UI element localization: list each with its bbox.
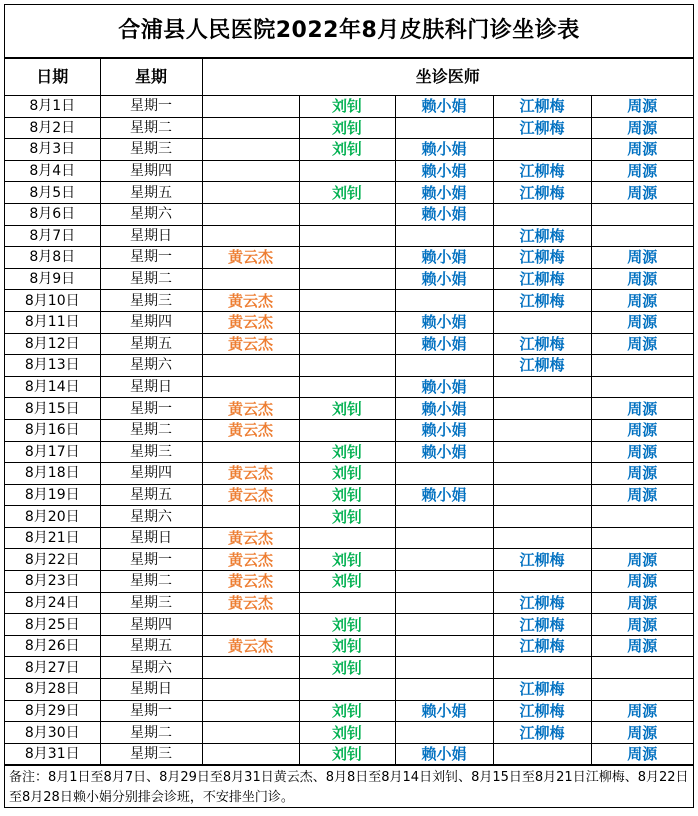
doctor-cell: 江柳梅 [493,549,591,571]
doctor-cell [202,614,299,636]
doctor-cell: 赖小娟 [395,247,493,269]
doctor-cell [299,203,395,225]
date-cell: 8月26日 [5,635,100,657]
table-row [5,160,693,182]
date-cell: 8月21日 [5,527,100,549]
weekday-cell: 星期一 [100,549,202,571]
table-row [5,182,693,204]
doctor-cell: 赖小娟 [395,139,493,161]
weekday-cell: 星期日 [100,376,202,398]
doctor-cell [493,419,591,441]
doctor-cell: 刘钊 [299,614,395,636]
doctor-cell: 黄云杰 [202,333,299,355]
doctor-cell: 周源 [591,614,693,636]
doctor-cell: 江柳梅 [493,722,591,744]
doctor-cell [395,290,493,312]
doctor-cell: 刘钊 [299,506,395,528]
table-row [5,700,693,722]
doctor-cell [202,355,299,377]
date-cell: 8月7日 [5,225,100,247]
doctor-cell: 黄云杰 [202,484,299,506]
date-cell: 8月25日 [5,614,100,636]
date-cell: 8月11日 [5,311,100,333]
table-row [5,419,693,441]
doctor-cell: 刘钊 [299,571,395,593]
doctor-cell: 周源 [591,419,693,441]
table-row [5,355,693,377]
table-row [5,506,693,528]
weekday-cell: 星期日 [100,527,202,549]
date-cell: 8月22日 [5,549,100,571]
doctor-cell: 周源 [591,722,693,744]
doctor-cell: 周源 [591,96,693,118]
table-row [5,290,693,312]
doctor-cell: 周源 [591,635,693,657]
weekday-cell: 星期四 [100,614,202,636]
doctor-cell: 黄云杰 [202,398,299,420]
doctor-cell [493,527,591,549]
doctor-cell [493,506,591,528]
weekday-cell: 星期二 [100,571,202,593]
doctor-cell [395,679,493,701]
doctor-cell [493,139,591,161]
weekday-cell: 星期二 [100,268,202,290]
table-row [5,463,693,485]
doctor-cell: 黄云杰 [202,290,299,312]
doctor-cell [202,268,299,290]
doctor-cell [395,506,493,528]
doctor-cell: 黄云杰 [202,571,299,593]
date-cell: 8月14日 [5,376,100,398]
doctor-cell: 周源 [591,463,693,485]
doctor-cell: 江柳梅 [493,247,591,269]
weekday-cell: 星期六 [100,203,202,225]
doctor-cell: 赖小娟 [395,333,493,355]
doctor-cell: 周源 [591,571,693,593]
doctor-cell [395,722,493,744]
table-row [5,571,693,593]
doctor-cell [299,268,395,290]
doctor-cell [202,117,299,139]
doctor-cell [202,722,299,744]
weekday-cell: 星期三 [100,290,202,312]
weekday-cell: 星期六 [100,657,202,679]
table-row [5,139,693,161]
doctor-cell [493,657,591,679]
table-row [5,743,693,765]
doctor-cell: 赖小娟 [395,182,493,204]
doctor-cell [395,527,493,549]
doctor-cell [591,225,693,247]
doctor-cell: 刘钊 [299,96,395,118]
doctor-cell: 刘钊 [299,139,395,161]
doctor-cell [299,160,395,182]
schedule-rows [5,96,693,765]
doctor-cell: 刘钊 [299,657,395,679]
doctor-cell [202,657,299,679]
doctor-cell: 周源 [591,182,693,204]
date-cell: 8月31日 [5,743,100,765]
doctor-cell [299,376,395,398]
weekday-cell: 星期五 [100,182,202,204]
header-weekday: 星期 [100,59,202,96]
doctor-cell: 刘钊 [299,549,395,571]
date-cell: 8月30日 [5,722,100,744]
date-cell: 8月1日 [5,96,100,118]
doctor-cell: 江柳梅 [493,635,591,657]
doctor-cell [493,203,591,225]
date-cell: 8月29日 [5,700,100,722]
doctor-cell: 赖小娟 [395,96,493,118]
date-cell: 8月18日 [5,463,100,485]
doctor-cell [395,355,493,377]
doctor-cell: 赖小娟 [395,743,493,765]
weekday-cell: 星期一 [100,700,202,722]
table-row [5,225,693,247]
doctor-cell: 江柳梅 [493,225,591,247]
doctor-cell [395,614,493,636]
table-row [5,679,693,701]
weekday-cell: 星期四 [100,311,202,333]
doctor-cell: 江柳梅 [493,333,591,355]
date-cell: 8月10日 [5,290,100,312]
doctor-cell: 刘钊 [299,484,395,506]
date-cell: 8月12日 [5,333,100,355]
doctor-cell [591,657,693,679]
date-cell: 8月28日 [5,679,100,701]
doctor-cell [202,376,299,398]
doctor-cell: 周源 [591,268,693,290]
table-row [5,484,693,506]
doctor-cell: 周源 [591,441,693,463]
doctor-cell: 江柳梅 [493,96,591,118]
doctor-cell [591,506,693,528]
date-cell: 8月17日 [5,441,100,463]
doctor-cell [299,355,395,377]
table-row [5,376,693,398]
doctor-cell: 赖小娟 [395,484,493,506]
table-row [5,614,693,636]
weekday-cell: 星期六 [100,355,202,377]
doctor-cell: 周源 [591,700,693,722]
weekday-cell: 星期五 [100,635,202,657]
weekday-cell: 星期一 [100,247,202,269]
weekday-cell: 星期三 [100,139,202,161]
doctor-cell: 刘钊 [299,722,395,744]
weekday-cell: 星期四 [100,463,202,485]
doctor-cell [299,247,395,269]
table-row [5,203,693,225]
date-cell: 8月2日 [5,117,100,139]
doctor-cell: 赖小娟 [395,441,493,463]
doctor-cell: 黄云杰 [202,311,299,333]
weekday-cell: 星期一 [100,398,202,420]
doctor-cell: 周源 [591,247,693,269]
doctor-cell [202,743,299,765]
header-date: 日期 [5,59,100,96]
doctor-cell: 周源 [591,290,693,312]
page-title: 合浦县人民医院2022年8月皮肤科门诊坐诊表 [5,5,693,58]
date-cell: 8月19日 [5,484,100,506]
table-row [5,722,693,744]
weekday-cell: 星期二 [100,419,202,441]
weekday-cell: 星期一 [100,96,202,118]
table-row [5,333,693,355]
table-row [5,549,693,571]
doctor-cell [591,527,693,549]
date-cell: 8月24日 [5,592,100,614]
date-cell: 8月13日 [5,355,100,377]
date-cell: 8月9日 [5,268,100,290]
date-cell: 8月4日 [5,160,100,182]
doctor-cell [299,592,395,614]
doctor-cell: 周源 [591,139,693,161]
doctor-cell: 江柳梅 [493,614,591,636]
weekday-cell: 星期三 [100,441,202,463]
doctor-cell [493,398,591,420]
table-row [5,247,693,269]
date-cell: 8月6日 [5,203,100,225]
doctor-cell: 刘钊 [299,182,395,204]
footnote: 备注：8月1日至8月7日、8月29日至8月31日黄云杰、8月8日至8月14日刘钊、8月15日至8月21日江柳梅、8月22日至8月28日赖小娟分别排会诊班，不安排坐门诊。 [5,765,693,807]
doctor-cell: 江柳梅 [493,268,591,290]
date-cell: 8月16日 [5,419,100,441]
schedule-table [5,58,693,765]
doctor-cell: 赖小娟 [395,398,493,420]
doctor-cell: 江柳梅 [493,592,591,614]
weekday-cell: 星期三 [100,592,202,614]
weekday-cell: 星期六 [100,506,202,528]
doctor-cell [202,225,299,247]
doctor-cell [395,225,493,247]
doctor-cell [299,333,395,355]
date-cell: 8月23日 [5,571,100,593]
doctor-cell [493,376,591,398]
weekday-cell: 星期四 [100,160,202,182]
date-cell: 8月5日 [5,182,100,204]
doctor-cell: 刘钊 [299,398,395,420]
doctor-cell: 黄云杰 [202,635,299,657]
doctor-cell [395,571,493,593]
header-row [5,59,693,96]
table-row [5,268,693,290]
table-row [5,527,693,549]
doctor-cell: 周源 [591,311,693,333]
doctor-cell [493,441,591,463]
doctor-cell [395,635,493,657]
doctor-cell [299,679,395,701]
date-cell: 8月15日 [5,398,100,420]
doctor-cell: 江柳梅 [493,117,591,139]
doctor-cell: 江柳梅 [493,290,591,312]
doctor-cell: 黄云杰 [202,527,299,549]
table-row [5,117,693,139]
weekday-cell: 星期三 [100,743,202,765]
doctor-cell: 江柳梅 [493,182,591,204]
doctor-cell [202,160,299,182]
doctor-cell: 赖小娟 [395,311,493,333]
doctor-cell: 赖小娟 [395,268,493,290]
doctor-cell [299,419,395,441]
doctor-cell: 刘钊 [299,635,395,657]
doctor-cell [591,355,693,377]
doctor-cell [493,484,591,506]
doctor-cell [299,290,395,312]
doctor-cell [591,376,693,398]
doctor-cell: 赖小娟 [395,376,493,398]
doctor-cell [202,506,299,528]
doctor-cell: 周源 [591,117,693,139]
doctor-cell: 江柳梅 [493,160,591,182]
weekday-cell: 星期二 [100,722,202,744]
doctor-cell [395,592,493,614]
doctor-cell: 刘钊 [299,743,395,765]
doctor-cell: 刘钊 [299,463,395,485]
doctor-cell: 赖小娟 [395,203,493,225]
doctor-cell: 周源 [591,398,693,420]
doctor-cell: 刘钊 [299,117,395,139]
doctor-cell [591,203,693,225]
doctor-cell [493,743,591,765]
doctor-cell [299,311,395,333]
doctor-cell [202,441,299,463]
header-doctors: 坐诊医师 [202,59,693,96]
doctor-cell: 黄云杰 [202,549,299,571]
doctor-cell [202,96,299,118]
table-row [5,592,693,614]
doctor-cell: 黄云杰 [202,419,299,441]
doctor-cell: 江柳梅 [493,355,591,377]
weekday-cell: 星期五 [100,484,202,506]
doctor-cell [299,527,395,549]
table-row [5,398,693,420]
table-row [5,657,693,679]
date-cell: 8月8日 [5,247,100,269]
doctor-cell: 江柳梅 [493,700,591,722]
doctor-cell: 黄云杰 [202,247,299,269]
doctor-cell [299,225,395,247]
doctor-cell: 刘钊 [299,700,395,722]
doctor-cell [493,571,591,593]
date-cell: 8月20日 [5,506,100,528]
doctor-cell [202,679,299,701]
doctor-cell [395,117,493,139]
doctor-cell [202,182,299,204]
doctor-cell: 周源 [591,743,693,765]
schedule-sheet [4,4,694,808]
doctor-cell: 黄云杰 [202,592,299,614]
doctor-cell [395,549,493,571]
doctor-cell: 赖小娟 [395,700,493,722]
doctor-cell: 周源 [591,592,693,614]
date-cell: 8月3日 [5,139,100,161]
doctor-cell [202,203,299,225]
doctor-cell [493,463,591,485]
doctor-cell: 周源 [591,484,693,506]
doctor-cell: 黄云杰 [202,463,299,485]
doctor-cell [591,679,693,701]
doctor-cell: 周源 [591,333,693,355]
weekday-cell: 星期二 [100,117,202,139]
doctor-cell: 赖小娟 [395,419,493,441]
doctor-cell [395,463,493,485]
doctor-cell [395,657,493,679]
doctor-cell: 江柳梅 [493,679,591,701]
table-row [5,311,693,333]
table-row [5,96,693,118]
table-row [5,441,693,463]
doctor-cell [202,139,299,161]
doctor-cell: 刘钊 [299,441,395,463]
doctor-cell [493,311,591,333]
weekday-cell: 星期日 [100,679,202,701]
weekday-cell: 星期日 [100,225,202,247]
doctor-cell [202,700,299,722]
doctor-cell: 周源 [591,549,693,571]
doctor-cell: 周源 [591,160,693,182]
weekday-cell: 星期五 [100,333,202,355]
date-cell: 8月27日 [5,657,100,679]
table-row [5,635,693,657]
doctor-cell: 赖小娟 [395,160,493,182]
